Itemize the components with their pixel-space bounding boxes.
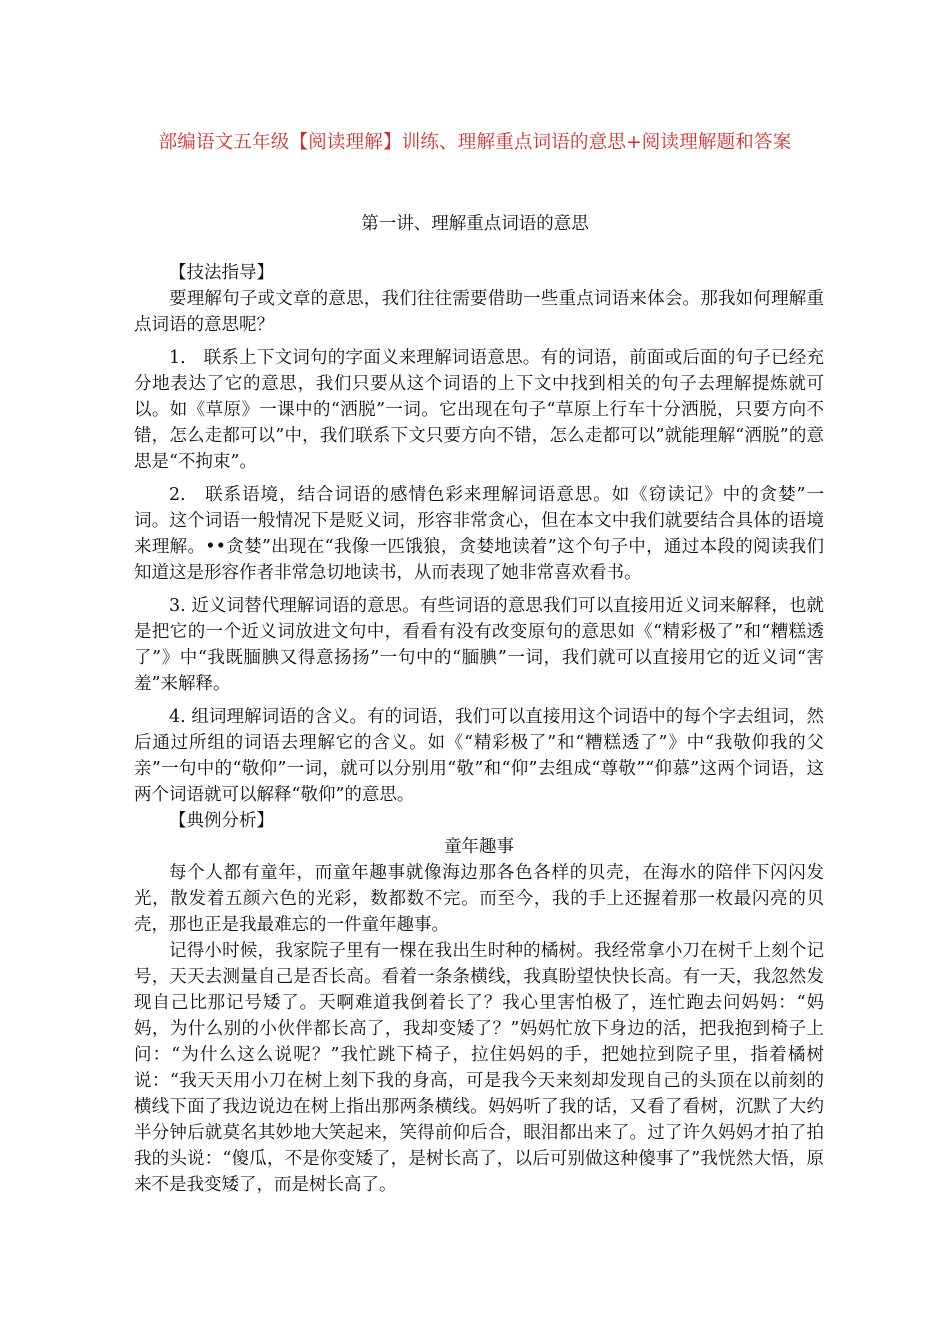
document-body xyxy=(134,260,824,1198)
example-heading: 【典例分析】 xyxy=(169,811,274,831)
technique-heading: 【技法指导】 xyxy=(169,263,274,283)
method-paragraph-1: 1. 联系上下文词句的字面义来理解词语意思。有的词语，前面或后面的句子已经充分地表达了它的意思，我们只要从这个词语的上下文中找到相关的句子去理解提炼就可以。如《草原》一课中的“洒脱”一词。它出现在句子“草原上行车十分洒脱，只要方向不错，怎么走都可以”中，我们联系下文只要方向不错，怎么走都可以”就能理解“洒脱”的意思是“不拘束”。 xyxy=(134,348,824,472)
intro-paragraph: 要理解句子或文章的意思，我们往往需要借助一些重点词语来体会。那我如何理解重点词语的意思呢？ xyxy=(134,289,824,335)
method-paragraph-2: 2. 联系语境，结合词语的感情色彩来理解词语意思。如《窃读记》中的贪婪”一词。这个词语一般情况下是贬义词，形容非常贪心，但在本文中我们就要结合具体的语境来理解。••贪婪”出现在“我像一匹饿狼，贪婪地读着”这个句子中，通过本段的阅读我们知道这是形容作者非常急切地读书，从而表现了她非常喜欢看书。 xyxy=(134,485,824,583)
method-paragraph-4: 4. 组词理解词语的含义。有的词语，我们可以直接用这个词语中的每个字去组词，然后通过所组的词语去理解它的含义。如《“精彩极了”和“糟糕透了”》中“我敬仰我的父亲”一句中的“敬仰”一词，就可以分别用“敬”和“仰”去组成“尊敬”“仰慕”这两个词语，这两个词语就可以解释“敬仰”的意思。 xyxy=(134,707,824,805)
section-title: 第一讲、理解重点词语的意思 xyxy=(361,214,589,234)
method-paragraph-3: 3. 近义词替代理解词语的意思。有些词语的意思我们可以直接用近义词来解释，也就是把它的一个近义词放进文句中，看看有没有改变原句的意思如《“精彩极了”和“糟糕透了”》中“我既腼腆又得意扬扬”一句中的“腼腆”一词，我们就可以直接用它的近义词“害羞”来解释。 xyxy=(134,596,824,694)
story-paragraph-1: 每个人都有童年，而童年趣事就像海边那各色各样的贝壳，在海水的陪伴下闪闪发光，散发着五颜六色的光彩，数都数不完。而至今，我的手上还握着那一枚最闪亮的贝壳，那也正是我最难忘的一件童年趣事。 xyxy=(134,863,824,935)
story-paragraph-2: 记得小时候，我家院子里有一棵在我出生时种的橘树。我经常拿小刀在树千上刻个记号，天天去测量自己是否长高。看着一条条横线，我真盼望快快长高。有一天，我忽然发现自己比那记号矮了。天啊难道我倒着长了？我心里害怕极了，连忙跑去问妈妈：“妈妈，为什么别的小伙伴都长高了，我却变矮了？”妈妈忙放下身边的活，把我抱到椅子上问：“为什么这么说呢？”我忙跳下椅子，拉住妈妈的手，把她拉到院子里，指着橘树说：“我天天用小刀在树上刻下我的身高，可是我今天来刻却发现自己的头顶在以前刻的横线下面了我边说边在树上指出那两条横线。妈妈听了我的话，又看了看树，沉默了大约半分钟后就莫名其妙地大笑起来，笑得前仰后合，眼泪都出来了。过了许久妈妈才拍了拍我的头说：“傻瓜，不是你变矮了，是树长高了，以后可别做这种傻事了”我恍然大悟，原来不是我变矮了，而是树长高了。 xyxy=(134,941,824,1195)
story-title: 童年趣事 xyxy=(444,837,514,857)
document-title: 部编语文五年级【阅读理解】训练、理解重点词语的意思+阅读理解题和答案 xyxy=(158,132,792,153)
